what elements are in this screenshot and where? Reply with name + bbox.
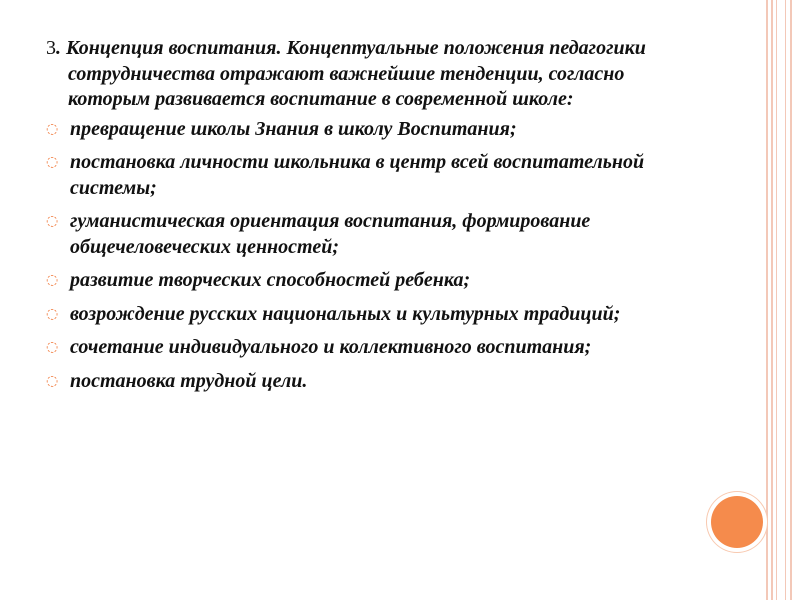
list-item (46, 117, 696, 143)
decorative-line (790, 0, 792, 600)
orange-bullet-icon: ◌ (46, 272, 59, 288)
orange-bullet-icon: ◌ (46, 154, 59, 170)
list-item-text: гуманистическая ориентация воспитания, формирование общечеловеческих ценностей; (70, 210, 591, 258)
decorative-line (785, 0, 786, 600)
bullet-list (46, 117, 696, 395)
list-item (46, 268, 696, 294)
list-item-text: превращение школы Знания в школу Воспитания; (70, 117, 517, 140)
list-item-text: сочетание индивидуального и коллективного воспитания; (70, 336, 592, 358)
list-item-text: развитие творческих способностей ребенка; (70, 269, 471, 291)
decorative-line (776, 0, 777, 600)
list-item-text: постановка трудной цели. (70, 369, 308, 392)
orange-bullet-icon: ◌ (46, 339, 59, 355)
list-item (46, 150, 696, 201)
list-item (46, 209, 696, 260)
intro-number: 3 (46, 37, 56, 59)
slide-content (46, 36, 696, 402)
intro-text: . Концепция воспитания. Концептуальные положения педагогики сотрудничества отражают важнейшие тенденции, согласно которым развивается воспитание в современной школе: (56, 37, 646, 110)
list-item-text: постановка личности школьника в центр всей воспитательной системы; (70, 151, 645, 199)
orange-bullet-icon: ◌ (46, 305, 59, 322)
list-item (46, 335, 696, 361)
list-item (46, 369, 696, 395)
decorative-line (771, 0, 773, 600)
decorative-circle (711, 496, 763, 548)
intro-paragraph (46, 36, 696, 113)
orange-bullet-icon: ◌ (46, 120, 59, 137)
list-item (46, 302, 696, 328)
decorative-line (766, 0, 768, 600)
orange-bullet-icon: ◌ (46, 372, 59, 389)
orange-bullet-icon: ◌ (46, 213, 59, 229)
list-item-text: возрождение русских национальных и культурных традиций; (70, 302, 621, 325)
